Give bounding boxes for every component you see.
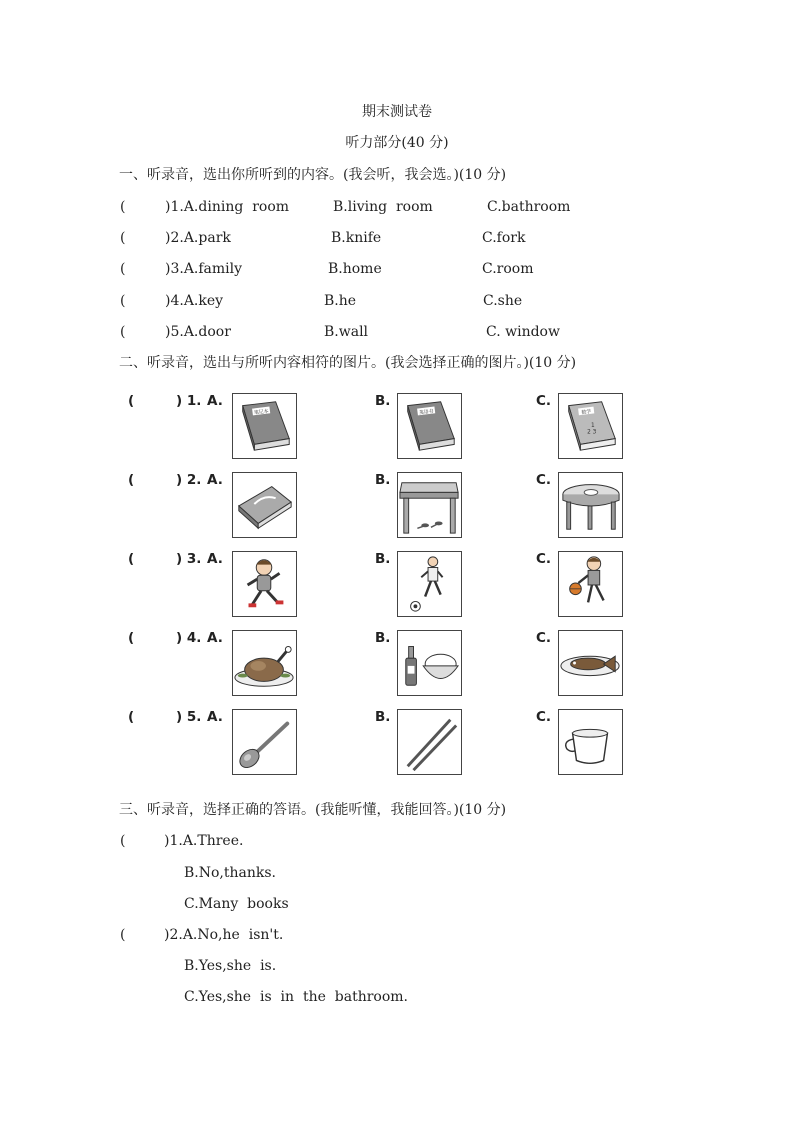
- option-c: C.she: [483, 293, 523, 309]
- option-b-label: B.: [375, 630, 391, 646]
- math-book-icon[interactable]: [558, 393, 623, 459]
- option-c: C.room: [482, 261, 534, 277]
- q1-option-c: C.Many books: [184, 896, 289, 912]
- answer-bracket[interactable]: (: [128, 551, 135, 567]
- option-b-label: B.: [375, 393, 391, 409]
- english-book-label: 英语书: [418, 409, 434, 417]
- answer-bracket[interactable]: (: [120, 324, 126, 340]
- soccer-boy-icon[interactable]: [397, 551, 462, 617]
- chopsticks-icon[interactable]: [397, 709, 462, 775]
- option-a-label: A.: [207, 551, 223, 567]
- option-c: C.bathroom: [487, 199, 571, 215]
- option-b-label: B.: [375, 472, 391, 488]
- option-a-label: A.: [207, 393, 223, 409]
- notebook-label: 笔记本: [253, 409, 269, 417]
- option-c-label: C.: [536, 393, 552, 409]
- option-a: )5.A.door: [165, 324, 231, 340]
- option-c-label: C.: [536, 709, 552, 725]
- story-book-icon[interactable]: [232, 472, 297, 538]
- desk-icon[interactable]: [397, 472, 462, 538]
- question-number: ) 4.: [176, 630, 202, 646]
- answer-bracket[interactable]: (: [120, 927, 126, 943]
- option-b: B.home: [328, 261, 382, 277]
- option-b-label: B.: [375, 709, 391, 725]
- option-a: )3.A.family: [165, 261, 243, 277]
- option-c: C. window: [486, 324, 560, 340]
- q2-option-b: B.Yes,she is.: [184, 958, 277, 974]
- question-number: ) 2.: [176, 472, 202, 488]
- option-a-label: A.: [207, 472, 223, 488]
- question-number: ) 1.: [176, 393, 202, 409]
- roast-chicken-icon[interactable]: [232, 630, 297, 696]
- answer-bracket[interactable]: (: [120, 293, 126, 309]
- option-c-label: C.: [536, 551, 552, 567]
- question-number: ) 5.: [176, 709, 202, 725]
- answer-bracket[interactable]: (: [128, 709, 135, 725]
- option-a: )1.A.dining room: [165, 199, 290, 215]
- section3-heading: 三、听录音，选择正确的答语。(我能听懂，我能回答。)(10 分): [119, 802, 507, 818]
- option-b: B.living room: [333, 199, 433, 215]
- answer-bracket[interactable]: (: [128, 472, 135, 488]
- option-b: B.he: [324, 293, 357, 309]
- svg-text:2 3: 2 3: [587, 429, 597, 436]
- answer-bracket[interactable]: (: [120, 230, 126, 246]
- section1-heading: 一、听录音，选出你所听到的内容。(我会听，我会选。)(10 分): [119, 167, 507, 183]
- svg-text:1: 1: [590, 422, 595, 429]
- q2-option-a: )2.A.No,he isn't.: [164, 927, 284, 943]
- spoon-icon[interactable]: [232, 709, 297, 775]
- answer-bracket[interactable]: (: [120, 199, 126, 215]
- option-a: )4.A.key: [165, 293, 224, 309]
- option-c: C.fork: [482, 230, 526, 246]
- q2-option-c: C.Yes,she is in the bathroom.: [184, 989, 409, 1005]
- answer-bracket[interactable]: (: [128, 393, 135, 409]
- basketball-boy-icon[interactable]: [558, 551, 623, 617]
- english-book-icon[interactable]: [397, 393, 462, 459]
- option-b-label: B.: [375, 551, 391, 567]
- fish-plate-icon[interactable]: [558, 630, 623, 696]
- round-table-icon[interactable]: [558, 472, 623, 538]
- running-boy-icon[interactable]: [232, 551, 297, 617]
- option-c-label: C.: [536, 630, 552, 646]
- section2-heading: 二、听录音，选出与所听内容相符的图片。(我会选择正确的图片。)(10 分): [119, 355, 577, 371]
- option-a-label: A.: [207, 709, 223, 725]
- option-a-label: A.: [207, 630, 223, 646]
- q1-option-b: B.No,thanks.: [184, 865, 276, 881]
- option-b: B.wall: [324, 324, 369, 340]
- option-a: )2.A.park: [165, 230, 231, 246]
- notebook-icon[interactable]: [232, 393, 297, 459]
- answer-bracket[interactable]: (: [120, 261, 126, 277]
- option-c-label: C.: [536, 472, 552, 488]
- page-subtitle: 听力部分(40 分): [345, 135, 449, 151]
- page-title: 期末测试卷: [362, 104, 432, 120]
- q1-option-a: )1.A.Three.: [164, 833, 244, 849]
- answer-bracket[interactable]: (: [128, 630, 135, 646]
- juice-and-rice-icon[interactable]: [397, 630, 462, 696]
- question-number: ) 3.: [176, 551, 202, 567]
- cup-icon[interactable]: [558, 709, 623, 775]
- option-b: B.knife: [331, 230, 382, 246]
- math-book-label: 数学: [581, 409, 592, 416]
- answer-bracket[interactable]: (: [120, 833, 126, 849]
